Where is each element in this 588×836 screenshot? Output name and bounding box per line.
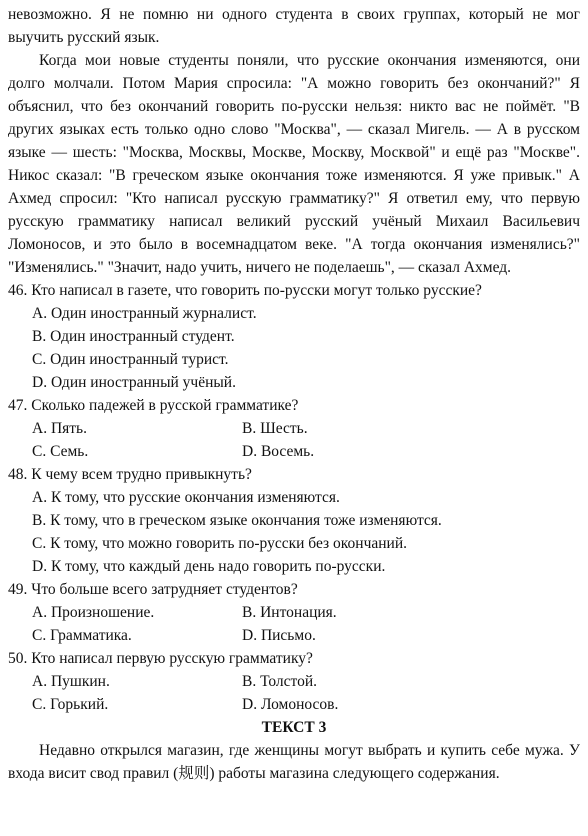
text3-paragraph: Недавно открылся магазин, где женщины могут выбрать и купить себе мужа. У входа висит свод правил (规则) работы магазина следующего содержания. xyxy=(8,742,580,782)
answer-option: A. Пушкин. xyxy=(32,673,110,690)
answer-option: B. Шесть. xyxy=(242,420,308,437)
answer-option: B. К тому, что в греческом языке окончания тоже изменяются. xyxy=(32,512,442,529)
options-row xyxy=(32,601,580,624)
question-block xyxy=(8,279,580,394)
question-text: 48. К чему всем трудно привыкнуть? xyxy=(8,466,252,483)
answer-option: D. Один иностранный учёный. xyxy=(32,374,236,391)
options-row xyxy=(32,417,580,440)
answer-option: A. Пять. xyxy=(32,420,87,437)
answer-option: C. Один иностранный турист. xyxy=(32,351,229,368)
answer-option: B. Один иностранный студент. xyxy=(32,328,235,345)
question-text: 47. Сколько падежей в русской грамматике? xyxy=(8,397,299,414)
answer-option: C. К тому, что можно говорить по-русски без окончаний. xyxy=(32,535,408,552)
answer-option: A. Один иностранный журналист. xyxy=(32,305,257,322)
question-text: 49. Что больше всего затрудняет студентов? xyxy=(8,581,298,598)
question-text: 46. Кто написал в газете, что говорить по-русски могут только русские? xyxy=(8,282,482,299)
answer-option: C. Семь. xyxy=(32,443,89,460)
options-row xyxy=(32,693,580,716)
question-block xyxy=(8,647,580,716)
section-heading: ТЕКСТ 3 xyxy=(261,719,327,736)
options-row xyxy=(32,670,580,693)
answer-option: D. Письмо. xyxy=(242,627,316,644)
answer-option: D. К тому, что каждый день надо говорить по-русски. xyxy=(32,558,386,575)
intro-paragraph: невозможно. Я не помню ни одного студента в своих группах, который не мог выучить русский язык. xyxy=(8,6,580,46)
question-block xyxy=(8,578,580,647)
answer-option: A. Произношение. xyxy=(32,604,155,621)
question-block xyxy=(8,394,580,463)
answer-option: D. Восемь. xyxy=(242,443,315,460)
answer-option: B. Интонация. xyxy=(242,604,337,621)
answer-option: C. Горький. xyxy=(32,696,109,713)
question-block xyxy=(8,463,580,578)
answer-option: D. Ломоносов. xyxy=(242,696,339,713)
options-row xyxy=(32,440,580,463)
answer-option: C. Грамматика. xyxy=(32,627,132,644)
question-text: 50. Кто написал первую русскую грамматику? xyxy=(8,650,313,667)
answer-option: B. Толстой. xyxy=(242,673,318,690)
answer-option: A. К тому, что русские окончания изменяются. xyxy=(32,489,340,506)
passage-paragraph: Когда мои новые студенты поняли, что русские окончания изменяются, они долго молчали. Потом Мария спросила: "А можно говорить без окончаний?" Я объяснил, что без окончаний говорить по-русски нельзя: никто вас не поймёт. "В других языках есть только одно слово "Москва", — сказал Мигель. — А в русском языке — шесть: "Москва, Москвы, Москве, Москву, Москвой" и ещё раз "Москве". Никос сказал: "В греческом языке окончания тоже изменяются. Я уже привык." А Ахмед спросил: "Кто написал русскую грамматику?" Я ответил ему, что первую русскую грамматику написал великий русский учёный Михаил Васильевич Ломоносов, и это было в восемнадцатом веке. "А тогда окончания изменялись?" "Изменялись." "Значит, надо учить, ничего не поделаешь", — сказал Ахмед. xyxy=(8,52,580,276)
options-row xyxy=(32,624,580,647)
